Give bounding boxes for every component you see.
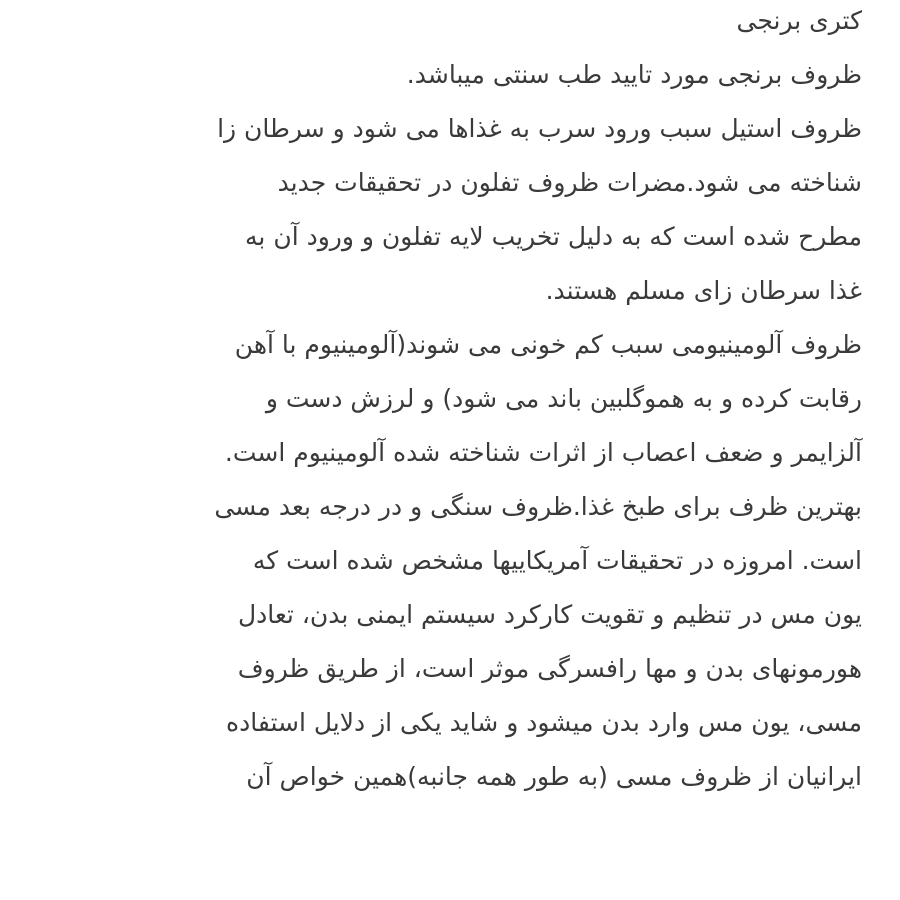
- text-line: ظروف استیل سبب ورود سرب به غذاها می شود و سرطان زا: [217, 114, 862, 143]
- text-line: است. امروزه در تحقیقات آمریکاییها مشخص شده است که: [252, 546, 862, 575]
- text-line: یون مس در تنظیم و تقویت کارکرد سیستم ایمنی بدن، تعادل: [237, 600, 862, 629]
- article-heading: کتری برنجی: [736, 6, 862, 35]
- text-line: غذا سرطان زای مسلم هستند.: [545, 276, 862, 305]
- text-line: بهترین ظرف برای طبخ غذا.ظروف سنگی و در درجه بعد مسی: [214, 492, 862, 521]
- text-line: ظروف آلومینیومی سبب کم خونی می شوند(آلومینیوم با آهن: [234, 330, 862, 359]
- text-line: ایرانیان از ظروف مسی (به طور همه جانبه)همین خواص آن: [246, 762, 862, 791]
- text-line: شناخته می شود.مضرات ظروف تفلون در تحقیقات جدید: [277, 168, 862, 197]
- text-line: مطرح شده است که به دلیل تخریب لایه تفلون و ورود آن به: [245, 222, 862, 251]
- text-line: ظروف برنجی مورد تایید طب سنتی میباشد.: [406, 60, 862, 89]
- text-line: هورمونهای بدن و مها رافسرگی موثر است، از طریق ظروف: [237, 654, 862, 683]
- article-text: [32, 0, 862, 807]
- text-line: رقابت کرده و به هموگلبین باند می شود) و لرزش دست و: [265, 384, 862, 413]
- text-line: آلزایمر و ضعف اعصاب از اثرات شناخته شده آلومینیوم است.: [224, 438, 862, 467]
- text-line: مسی، یون مس وارد بدن میشود و شاید یکی از دلایل استفاده: [225, 708, 862, 737]
